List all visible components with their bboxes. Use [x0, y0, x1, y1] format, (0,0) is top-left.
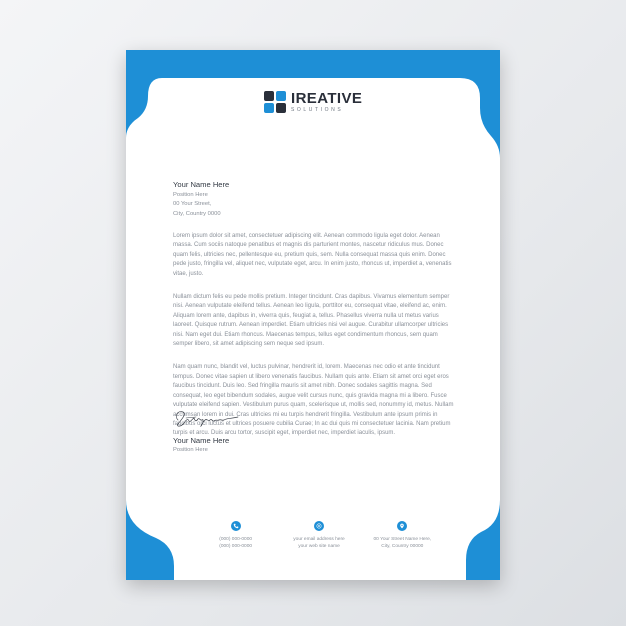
address-line-1: 00 Your Street Name Here,	[373, 537, 432, 542]
body-paragraph-3: Nam quam nunc, blandit vel, luctus pulvinar, hendrerit id, lorem. Maecenas nec odio et ante tincidunt tempus. Donec vitae sapien ut libero venenatis faucibus. Nullam quis ante. Etiam sit amet orci eget eros faucibus tincidunt. Duis leo. Sed fringilla mauris sit amet nibh. Donec sodales sagittis magna. Sed consequat, leo eget bibendum sodales, augue velit cursus nunc, quis gravida magna mi a libero. Fusce vulputate eleifend sapien. Vestibulum purus quam, scelerisque ut, mollis sed, nonummy id, metus. Nullam accumsan lorem in dui. Cras ultricies mi eu turpis hendrerit fringilla. Vestibulum ante ipsum primis in faucibus orci luctus et ultrices posuere cubilia Curae; In ac dui quis mi consectetuer lacinia. Nam pretium turpis et arcu. Duis arcu tortor, suscipit eget, imperdiet nec, imperdiet iaculis, ipsum.	[173, 364, 454, 437]
company-logo	[264, 90, 362, 114]
sender-position: Position Here	[173, 192, 208, 198]
address-line-2: City, Country 00000	[381, 544, 424, 550]
globe-icon	[314, 521, 324, 531]
body-paragraph-1: Lorem ipsum dolor sit amet, consectetuer adipiscing elit. Aenean commodo ligula eget dolor. Aenean massa. Cum sociis natoque penatibus et magnis dis parturient montes, nascetur ridiculus mus. Donec quam felis, ultricies nec, pellentesque eu, pretium quis, sem. Nulla consequat massa quis enim. Donec pede justo, fringilla vel, aliquet nec, vulputate eget, arcu. In enim justo, rhoncus ut, imperdiet a, venenatis vitae, justo.	[173, 233, 452, 277]
website-line: your web site name	[298, 544, 340, 550]
logo-squares-icon	[264, 91, 286, 113]
contact-address	[361, 521, 444, 551]
letterhead-page	[126, 50, 500, 580]
email-line: your email address here	[293, 537, 345, 542]
phone-icon	[231, 521, 241, 531]
sender-name: Your Name Here	[173, 180, 230, 189]
sender-block	[173, 180, 373, 219]
contact-phone	[194, 521, 277, 551]
company-name: IREATIVE	[291, 90, 363, 107]
phone-line-1: (000) 000-0000	[219, 537, 253, 542]
contact-footer	[194, 521, 444, 551]
sender-street: 00 Your Street,	[173, 201, 212, 208]
location-pin-icon	[397, 521, 407, 531]
phone-line-2: (000) 000-0000	[219, 544, 253, 550]
handwritten-signature	[172, 406, 244, 430]
body-paragraph-2: Nullam dictum felis eu pede mollis pretium. Integer tincidunt. Cras dapibus. Vivamus elementum semper nisi. Aenean vulputate eleifend tellus. Aenean leo ligula, porttitor eu, consequat vitae, eleifend ac, enim. Aliquam lorem ante, dapibus in, viverra quis, feugiat a, tellus. Phasellus viverra nulla ut metus varius laoreet. Quisque rutrum. Aenean imperdiet. Etiam ultricies nisi vel augue. Curabitur ullamcorper ultricies nisi. Nam eget dui. Etiam rhoncus. Maecenas tempus, tellus eget condimentum rhoncus, sem quam semper libero, sit amet adipiscing sem neque sed ipsum.	[173, 294, 450, 348]
sender-city: City, Country 0000	[173, 210, 221, 217]
company-tagline: SOLUTIONS	[291, 107, 344, 113]
contact-email	[277, 521, 360, 551]
closing-name: Your Name Here	[173, 436, 230, 445]
closing-position: Position Here	[173, 447, 208, 453]
